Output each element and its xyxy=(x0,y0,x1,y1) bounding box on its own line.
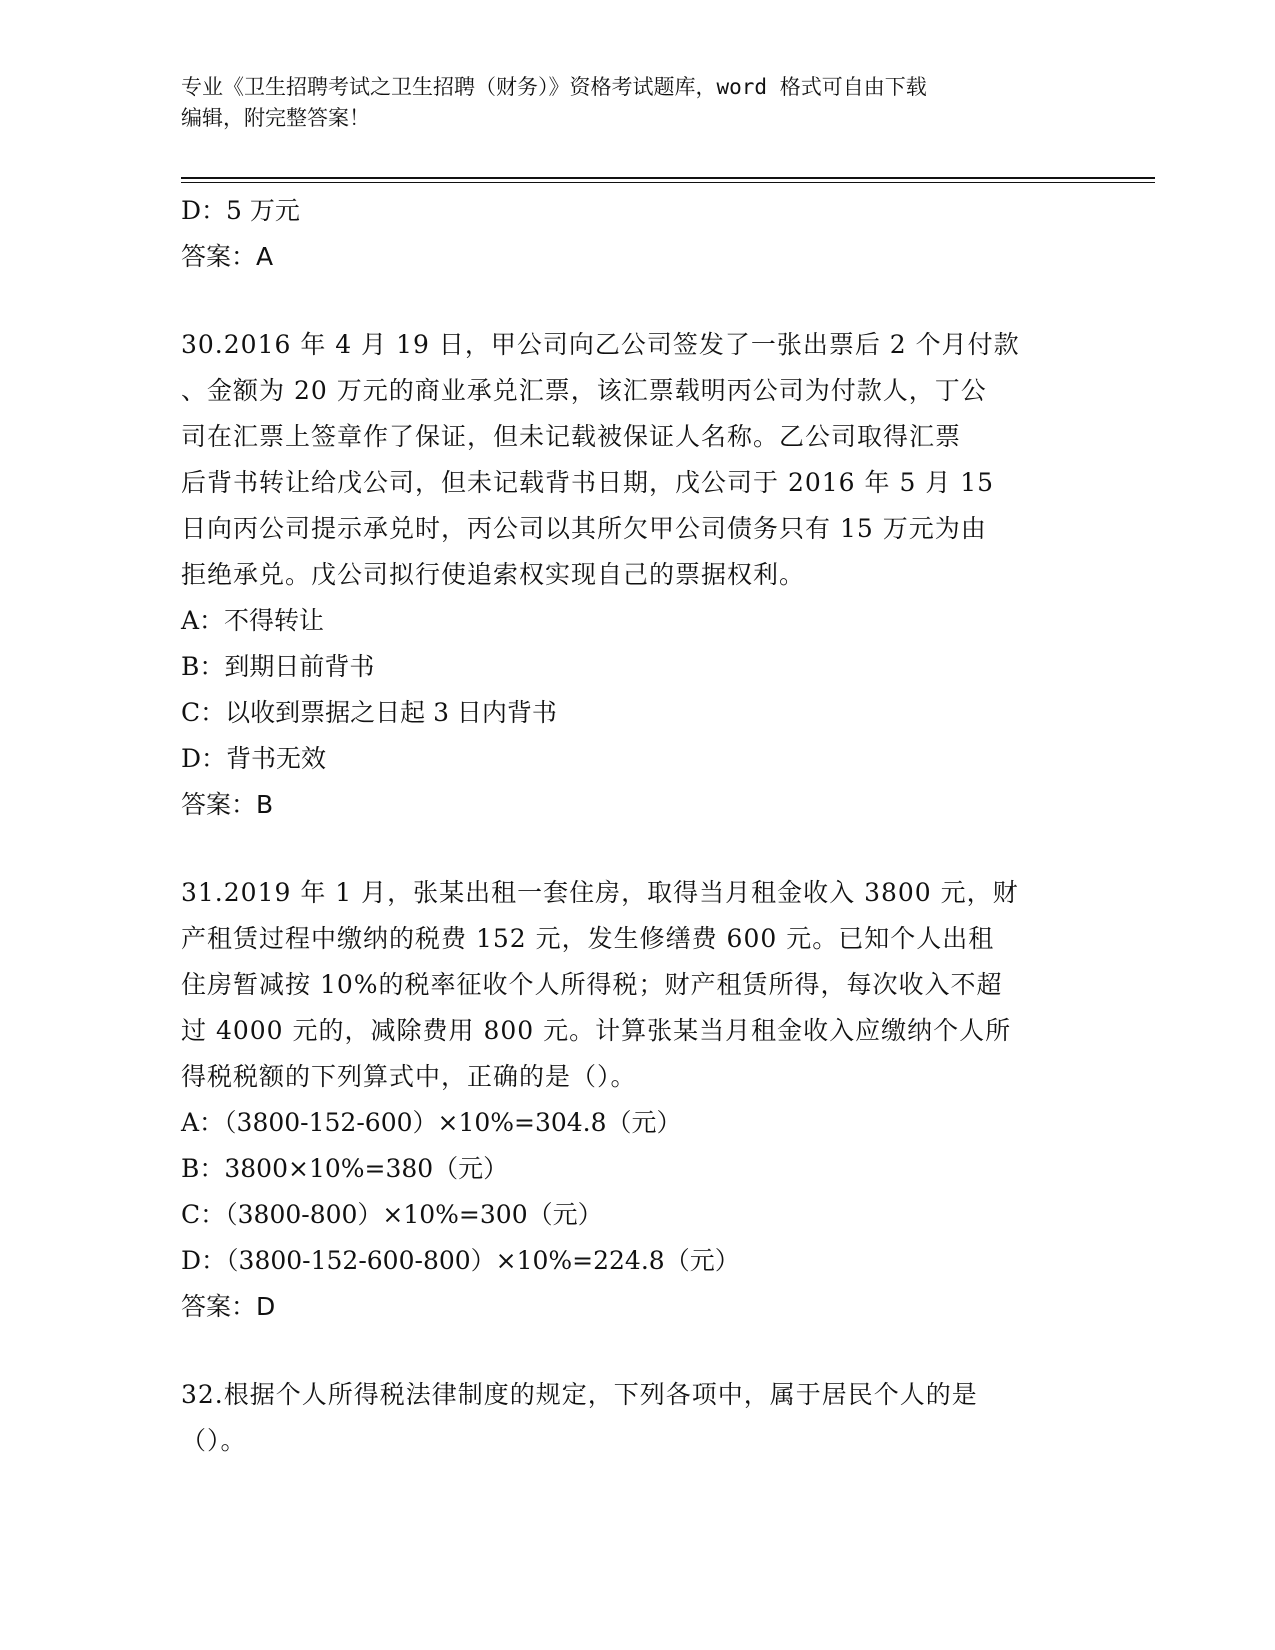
header-line-2: 编辑，附完整答案！ xyxy=(181,106,370,130)
stem-line: 司在汇票上签章作了保证，但未记载被保证人名称。乙公司取得汇票 xyxy=(181,422,962,451)
answer-label: 答案：B xyxy=(181,790,274,819)
stem-line: 日向丙公司提示承兑时，丙公司以其所欠甲公司债务只有 15 万元为由 xyxy=(181,514,987,543)
stem-line: 31.2019 年 1 月，张某出租一套住房，取得当月租金收入 3800 元，财 xyxy=(181,878,1019,907)
stem-line: 、金额为 20 万元的商业承兑汇票，该汇票载明丙公司为付款人，丁公 xyxy=(181,376,987,405)
stem-line: 后背书转让给戊公司，但未记载背书日期，戊公司于 2016 年 5 月 15 xyxy=(181,468,995,497)
stem-line: （）。 xyxy=(181,1426,247,1455)
question-30 xyxy=(181,322,1081,828)
document-header xyxy=(181,72,1061,134)
option-d: D：（3800-152-600-800）×10%=224.8（元） xyxy=(181,1246,740,1275)
stem-line: 过 4000 元的，减除费用 800 元。计算张某当月租金收入应缴纳个人所 xyxy=(181,1016,1012,1045)
answer-label: 答案：A xyxy=(181,242,274,271)
stem-line: 拒绝承兑。戊公司拟行使追索权实现自己的票据权利。 xyxy=(181,560,806,589)
option-d: D：5 万元 xyxy=(181,196,300,225)
option-a: A：（3800-152-600）×10%=304.8（元） xyxy=(181,1108,682,1137)
question-29-tail xyxy=(181,188,1081,280)
answer-label: 答案：D xyxy=(181,1292,276,1321)
stem-line: 住房暂减按 10%的税率征收个人所得税；财产租赁所得，每次收入不超 xyxy=(181,970,1003,999)
question-stem xyxy=(181,870,1081,1100)
option-d: D：背书无效 xyxy=(181,744,327,773)
header-divider-thin xyxy=(181,182,1155,183)
option-b: B：到期日前背书 xyxy=(181,652,375,681)
option-c: C：以收到票据之日起 3 日内背书 xyxy=(181,698,557,727)
stem-line: 得税税额的下列算式中，正确的是（）。 xyxy=(181,1062,637,1091)
header-line-1: 专业《卫生招聘考试之卫生招聘（财务）》资格考试题库，word 格式可自由下载 xyxy=(181,75,927,99)
question-stem xyxy=(181,1372,1081,1464)
option-c: C：（3800-800）×10%=300（元） xyxy=(181,1200,603,1229)
stem-line: 32.根据个人所得税法律制度的规定，下列各项中，属于居民个人的是 xyxy=(181,1380,978,1409)
stem-line: 30.2016 年 4 月 19 日，甲公司向乙公司签发了一张出票后 2 个月付款 xyxy=(181,330,1020,359)
question-content xyxy=(181,188,1081,1464)
question-stem xyxy=(181,322,1081,598)
question-31 xyxy=(181,870,1081,1330)
header-divider-thick xyxy=(181,177,1155,179)
question-32 xyxy=(181,1372,1081,1464)
option-a: A：不得转让 xyxy=(181,606,325,635)
stem-line: 产租赁过程中缴纳的税费 152 元，发生修缮费 600 元。已知个人出租 xyxy=(181,924,995,953)
option-b: B：3800×10%=380（元） xyxy=(181,1154,509,1183)
